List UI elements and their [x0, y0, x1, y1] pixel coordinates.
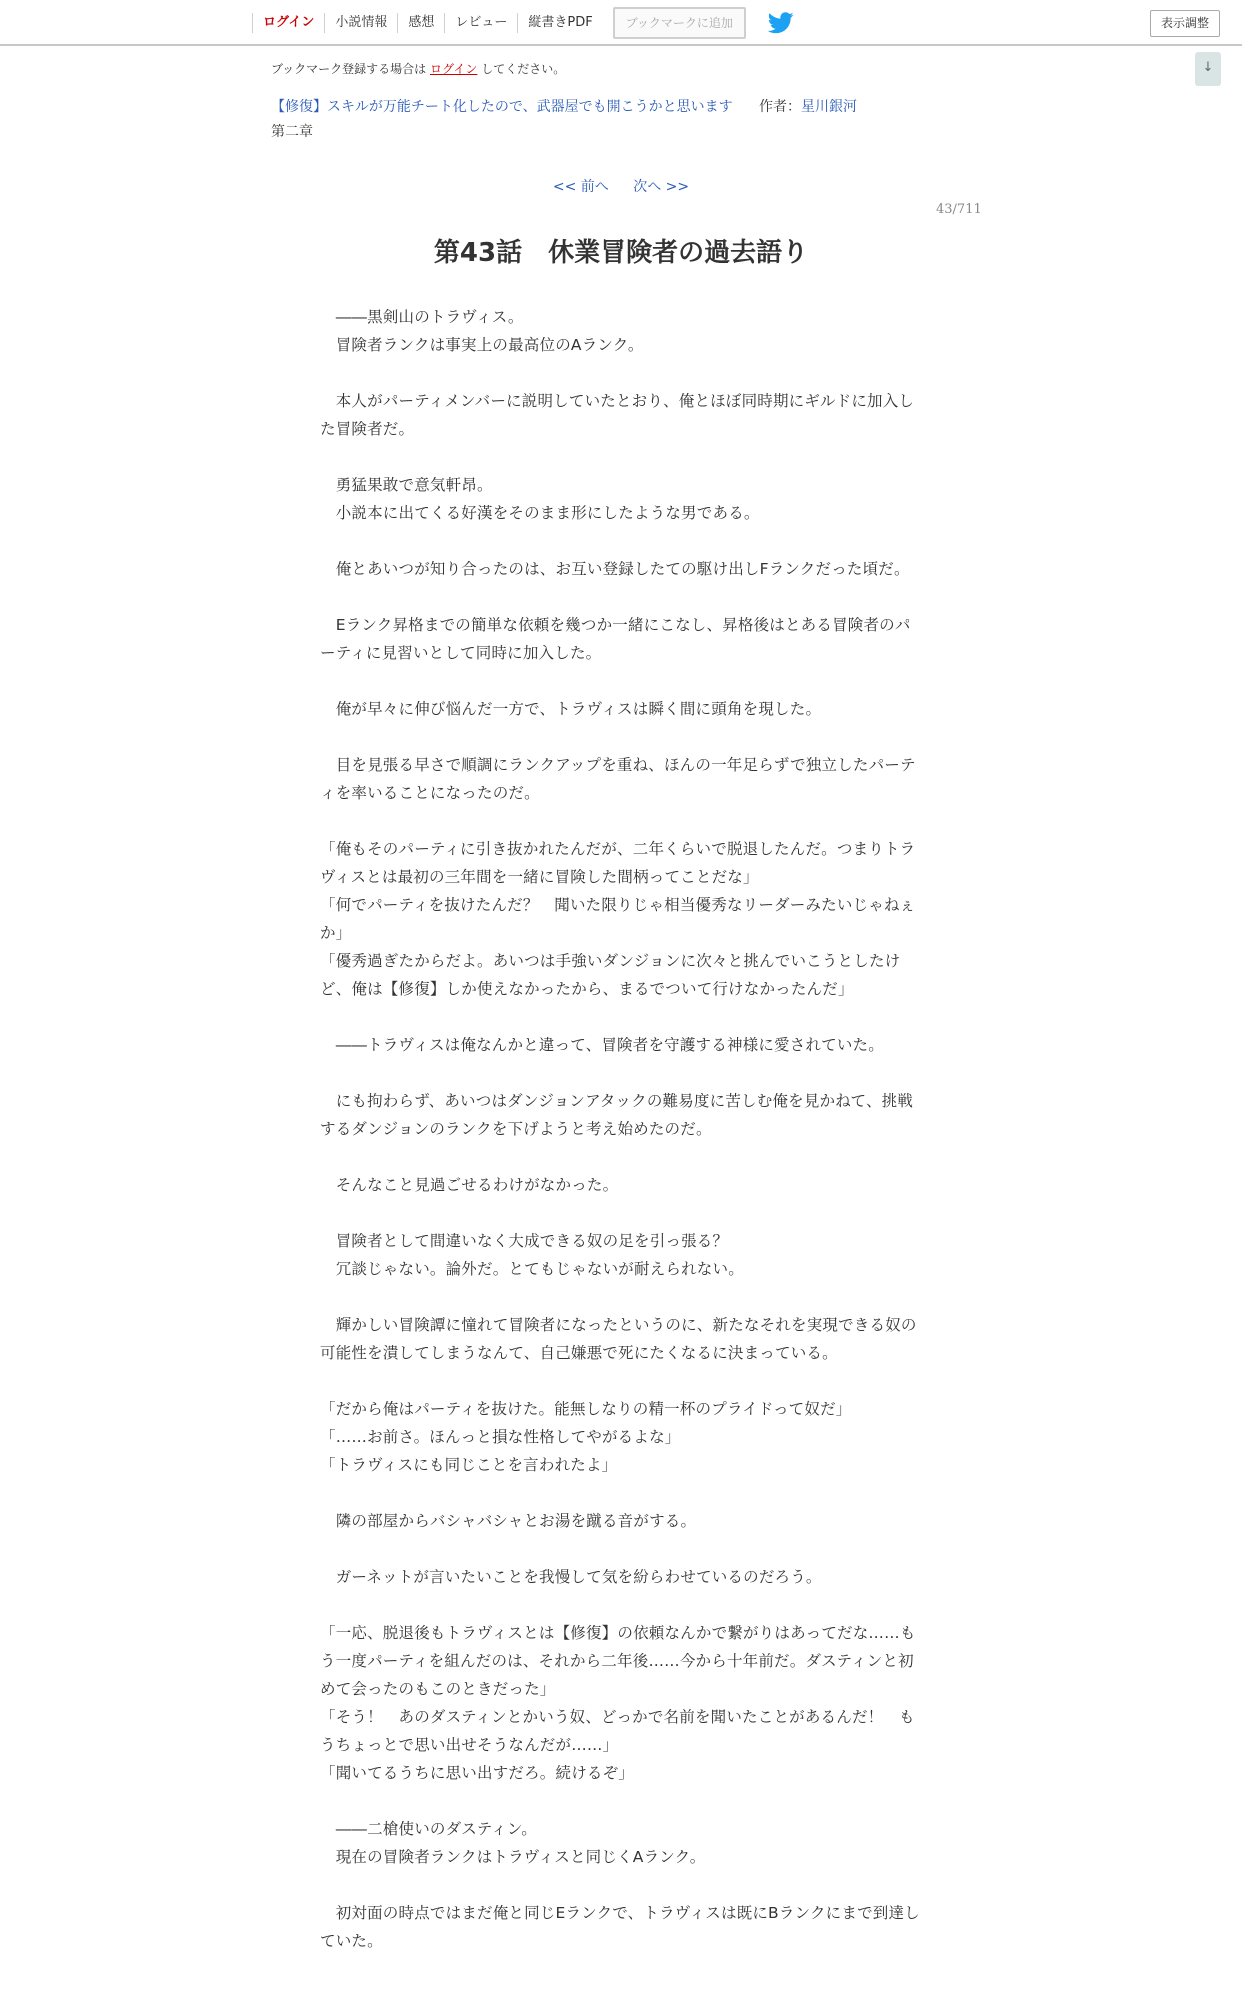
- body-paragraph: にも拘わらず、あいつはダンジョンアタックの難易度に苦しむ俺を見かねて、挑戦するダンジョンのランクを下げようと考え始めたのだ。: [320, 1092, 914, 1138]
- body-paragraph: 勇猛果敢で意気軒昂。: [320, 476, 493, 494]
- blank-line: [320, 1199, 920, 1227]
- add-bookmark-button[interactable]: ブックマークに追加: [613, 7, 746, 39]
- series-title-link[interactable]: 【修復】スキルが万能チート化したので、武器屋でも開こうかと思います: [271, 99, 733, 115]
- body-paragraph: 「だから俺はパーティを抜けた。能無しなりの精一杯のプライドって奴だ」: [320, 1400, 852, 1418]
- next-episode-link[interactable]: 次へ >>: [633, 179, 690, 195]
- body-paragraph: 「一応、脱退後もトラヴィスとは【修復】の依頼なんかで繋がりはあってだな……もう一度パーティを組んだのは、それから二年後……今から十年前だ。ダスティンと初めて会ったのもこのときだった」: [320, 1624, 916, 1698]
- blank-line: [320, 1143, 920, 1171]
- episode-pager: [0, 176, 1242, 196]
- author-link[interactable]: 星川銀河: [801, 99, 858, 115]
- bookmark-note-after: してください。: [481, 62, 566, 76]
- body-paragraph: 目を見張る早さで順調にランクアップを重ね、ほんの一年足らずで独立したパーティを率いることになったのだ。: [320, 756, 916, 802]
- blank-line: [320, 1591, 920, 1619]
- blank-line: [320, 1871, 920, 1899]
- blank-line: [320, 359, 920, 387]
- body-paragraph: 俺が早々に伸び悩んだ一方で、トラヴィスは瞬く間に頭角を現した。: [320, 700, 822, 718]
- blank-line: [320, 1367, 920, 1395]
- blank-line: [320, 443, 920, 471]
- episode-counter: 43/711: [936, 202, 982, 217]
- blank-line: [320, 667, 920, 695]
- prev-episode-link[interactable]: << 前へ: [552, 179, 609, 195]
- body-paragraph: 「優秀過ぎたからだよ。あいつは手強いダンジョンに次々と挑んでいこうとしたけど、俺は【修復】しか使えなかったから、まるでついて行けなかったんだ」: [320, 952, 901, 998]
- body-paragraph: ――黒剣山のトラヴィス。: [320, 308, 524, 326]
- twitter-bird-icon[interactable]: [768, 12, 794, 34]
- chapter-name: 第二章: [271, 124, 313, 140]
- nav-impressions[interactable]: 感想: [398, 13, 445, 33]
- blank-line: [320, 1787, 920, 1815]
- blank-line: [320, 583, 920, 611]
- blank-line: [320, 807, 920, 835]
- body-paragraph: 冒険者として間違いなく大成できる奴の足を引っ張る？: [320, 1232, 729, 1250]
- nav-novel-info[interactable]: 小説情報: [325, 13, 398, 33]
- display-adjust-button[interactable]: 表示調整: [1150, 10, 1220, 37]
- body-paragraph: 「そう！ あのダスティンとかいう奴、どっかで名前を聞いたことがあるんだ！ もうちょっとで思い出せそうなんだが……」: [320, 1708, 915, 1754]
- body-paragraph: 「何でパーティを抜けたんだ？ 聞いた限りじゃ相当優秀なリーダーみたいじゃねぇか」: [320, 896, 916, 942]
- body-paragraph: 本人がパーティメンバーに説明していたとおり、俺とほぼ同時期にギルドに加入した冒険者だ。: [320, 392, 915, 438]
- body-paragraph: 初対面の時点ではまだ俺と同じEランクで、トラヴィスは既にBランクにまで到達していた。: [320, 1904, 920, 1950]
- body-paragraph: 「俺もそのパーティに引き抜かれたんだが、二年くらいで脱退したんだ。つまりトラヴィスとは最初の三年間を一緒に冒険した間柄ってことだな」: [320, 840, 916, 886]
- blank-line: [320, 1535, 920, 1563]
- nav-vertical-pdf[interactable]: 縦書きPDF: [528, 15, 593, 30]
- body-paragraph: 「トラヴィスにも同じことを言われたよ」: [320, 1456, 618, 1474]
- body-paragraph: 隣の部屋からバシャバシャとお湯を蹴る音がする。: [320, 1512, 697, 1530]
- nav-login[interactable]: ログイン: [252, 13, 325, 33]
- body-paragraph: 「聞いてるうちに思い出すだろ。続けるぞ」: [320, 1764, 635, 1782]
- blank-line: [320, 1479, 920, 1507]
- body-paragraph: ――二槍使いのダスティン。: [320, 1820, 538, 1838]
- body-paragraph: 「……お前さ。ほんっと損な性格してやがるよな」: [320, 1428, 681, 1446]
- author-label: 作者：: [759, 99, 802, 115]
- body-paragraph: 冒険者ランクは事実上の最高位のAランク。: [320, 336, 644, 354]
- blank-line: [320, 1059, 920, 1087]
- main-nav: [252, 0, 794, 46]
- bookmark-login-note: [271, 60, 565, 77]
- blank-line: [320, 1283, 920, 1311]
- blank-line: [320, 1003, 920, 1031]
- top-bar: [0, 0, 1242, 46]
- body-paragraph: 冗談じゃない。論外だ。とてもじゃないが耐えられない。: [320, 1260, 744, 1278]
- blank-line: [320, 527, 920, 555]
- body-paragraph: 現在の冒険者ランクはトラヴィスと同じくAランク。: [320, 1848, 706, 1866]
- blank-line: [320, 723, 920, 751]
- body-paragraph: 輝かしい冒険譚に憧れて冒険者になったというのに、新たなそれを実現できる奴の可能性を潰してしまうなんて、自己嫌悪で死にたくなるに決まっている。: [320, 1316, 917, 1362]
- scroll-down-button[interactable]: ↓: [1195, 52, 1221, 86]
- body-paragraph: 小説本に出てくる好漢をそのまま形にしたような男である。: [320, 504, 760, 522]
- body-paragraph: Eランク昇格までの簡単な依頼を幾つか一緒にこなし、昇格後はとある冒険者のパーティに見習いとして同時に加入した。: [320, 616, 911, 662]
- body-paragraph: そんなこと見過ごせるわけがなかった。: [320, 1176, 619, 1194]
- series-info: [271, 96, 857, 116]
- body-paragraph: ガーネットが言いたいことを我慢して気を紛らわせているのだろう。: [320, 1568, 822, 1586]
- body-paragraph: ――トラヴィスは俺なんかと違って、冒険者を守護する神様に愛されていた。: [320, 1036, 884, 1054]
- nav-review[interactable]: レビュー: [445, 13, 518, 33]
- bookmark-note-before: ブックマーク登録する場合は: [271, 62, 427, 76]
- body-paragraph: 俺とあいつが知り合ったのは、お互い登録したての駆け出しFランクだった頃だ。: [320, 560, 910, 578]
- episode-title: 第43話 休業冒険者の過去語り: [433, 238, 809, 268]
- bookmark-login-link[interactable]: ログイン: [430, 62, 478, 76]
- episode-body: [320, 303, 920, 1955]
